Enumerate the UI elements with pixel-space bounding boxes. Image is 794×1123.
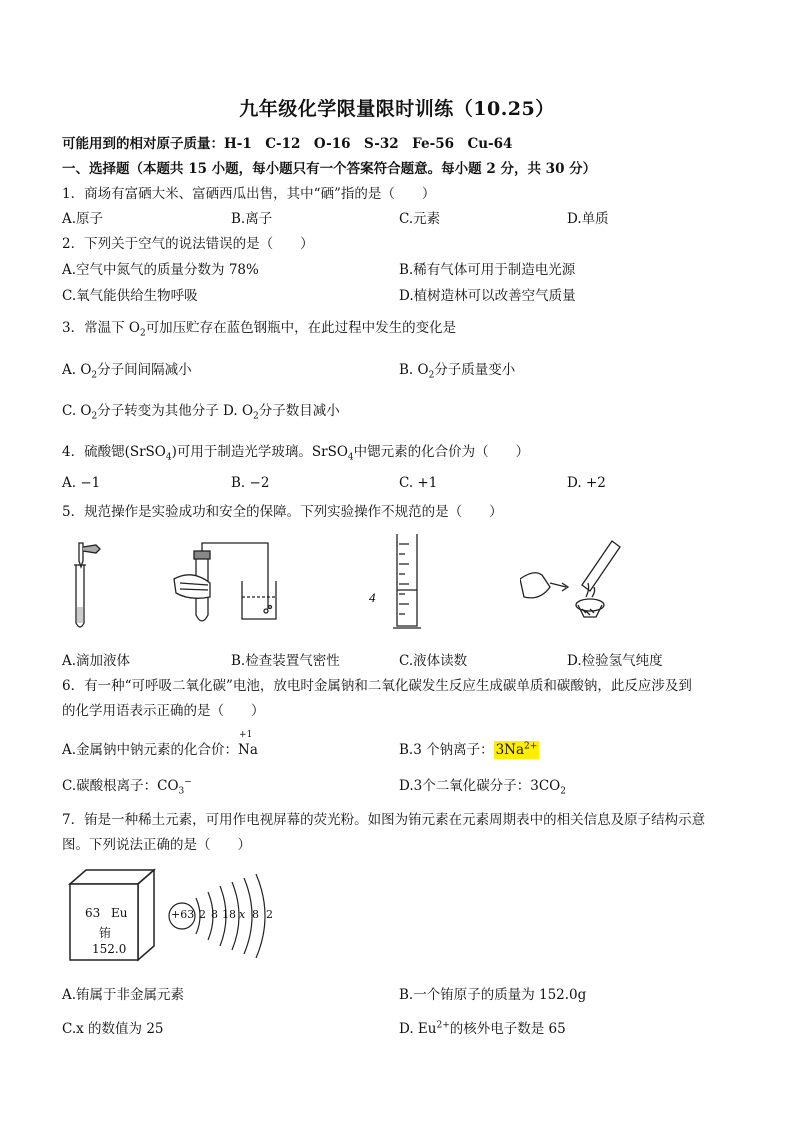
q5-option-a: A.滴加液体	[62, 653, 131, 669]
element-mass: 152.0	[92, 942, 127, 956]
q2-option-d: D.植树造林可以改善空气质量	[399, 288, 576, 304]
shell-6: 2	[266, 908, 273, 921]
q6-stem-line2: 的化学用语表示正确的是（ ）	[62, 703, 265, 719]
highlighted-answer: $3Na^{2+}$	[495, 741, 538, 758]
cylinder-eye-mark: 4	[369, 590, 376, 605]
q1-option-d: D.单质	[567, 211, 609, 227]
q2-option-a: A.空气中氮气的质量分数为 78%	[62, 262, 259, 278]
q2-option-c: C.氧气能供给生物呼吸	[62, 288, 198, 304]
q3-option-c-d: C. $O_2$分子转变为其他分子 D. $O_2$分子数目减小	[62, 403, 340, 422]
atomic-masses: 可能用到的相对原子质量：H-1 C-12 O-16 S-32 Fe-56 Cu-64	[62, 136, 513, 152]
q6-option-b: B.3 个钠离子： $3Na^{2+}$	[399, 741, 538, 758]
page-title: 九年级化学限量限时训练（10.25）	[239, 98, 555, 120]
q5-option-c: C.液体读数	[399, 653, 468, 669]
q7-option-d: D. $Eu^{2+}$的核外电子数是 65	[399, 1020, 566, 1037]
hydrogen-purity-figure	[520, 535, 630, 635]
shell-3: 18	[222, 908, 236, 921]
q6-option-c: C.碳酸根离子：$CO_3^-$	[62, 777, 192, 797]
q2-option-b: B.稀有气体可用于制造电光源	[399, 262, 576, 278]
q7-option-c: C.x 的数值为 25	[62, 1021, 164, 1037]
q3-option-b: B. $O_2$分子质量变小	[399, 362, 516, 381]
q4-stem: 4．硫酸锶(SrSO$_4$)可用于制造光学玻璃。SrSO$_4$中锶元素的化合价为（ ）	[62, 444, 530, 463]
q7-stem-line2: 图。下列说法正确的是（ ）	[62, 837, 251, 853]
q6-stem-line1: 6．有一种“可呼吸二氧化碳”电池，放电时金属钠和二氧化碳发生反应生成碳单质和碳酸钠，此反应涉及到	[62, 678, 692, 694]
graduated-cylinder-figure	[365, 530, 425, 635]
q5-option-d: D.检验氢气纯度	[567, 653, 663, 669]
q6-option-d: D.3个二氧化碳分子：$3CO_2$	[399, 778, 566, 797]
element-number: 63	[85, 906, 101, 920]
q4-option-a: A. −1	[62, 475, 101, 491]
q3-stem: 3．常温下 $O_2$可加压贮存在蓝色钢瓶中，在此过程中发生的变化是	[62, 320, 457, 339]
q4-option-d: D. +2	[567, 475, 606, 491]
q4-option-b: B. −2	[231, 475, 270, 491]
q7-option-a: A.铕属于非金属元素	[62, 987, 185, 1003]
q1-option-c: C.元素	[399, 211, 441, 227]
shell-2: 8	[211, 908, 218, 921]
shell-5: 8	[252, 908, 259, 921]
q5-option-b: B.检查装置气密性	[231, 653, 340, 669]
nucleus-charge: +63	[171, 908, 195, 921]
shell-4: x	[239, 908, 246, 921]
q5-stem: 5．规范操作是实验成功和安全的保障。下列实验操作不规范的是（ ）	[62, 504, 503, 520]
q7-option-b: B.一个铕原子的质量为 152.0g	[399, 987, 587, 1003]
q6-option-a: A.金属钠中钠元素的化合价： +1 Na	[62, 730, 258, 758]
element-name: 铕	[99, 926, 112, 940]
q7-stem-line1: 7．铕是一种稀土元素，可用作电视屏幕的荧光粉。如图为铕元素在元素周期表中的相关信息及原子结构示意	[62, 812, 706, 828]
q2-stem: 2．下列关于空气的说法错误的是（ ）	[62, 236, 314, 252]
q3-option-a: A. $O_2$分子间间隔减小	[62, 362, 192, 381]
dropper-test-tube-figure	[62, 535, 112, 635]
q1-stem: 1．商场有富硒大米、富硒西瓜出售，其中“硒”指的是（ ）	[62, 186, 436, 202]
q4-option-c: C. +1	[399, 475, 438, 491]
element-symbol: Eu	[111, 906, 128, 920]
q1-option-b: B.离子	[231, 211, 273, 227]
section-heading: 一、选择题（本题共 15 小题，每小题只有一个答案符合题意。每小题 2 分，共 30 分）	[62, 161, 597, 177]
q1-option-a: A.原子	[62, 211, 104, 227]
airtightness-check-figure	[170, 535, 280, 635]
shell-1: 2	[199, 908, 206, 921]
